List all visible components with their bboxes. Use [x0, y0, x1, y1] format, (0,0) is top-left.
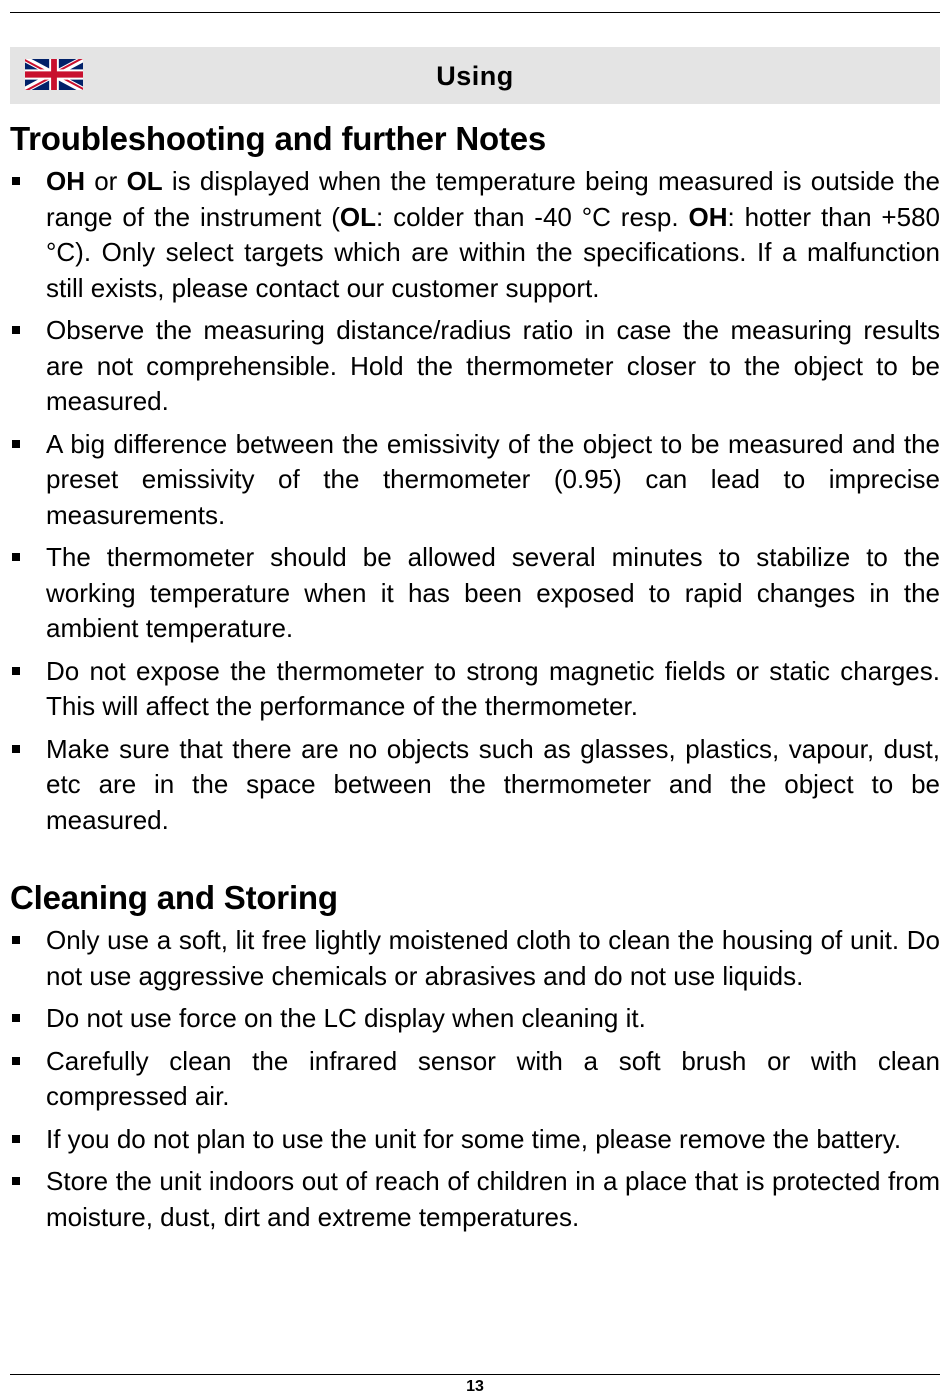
- square-bullet-icon: [12, 440, 20, 448]
- text: : hotter than +580 °C). Only select targets which are within the specifications. If a malfunction still exists, please contact our customer support.: [46, 201, 940, 303]
- square-bullet-icon: [12, 1177, 20, 1185]
- square-bullet-icon: [12, 745, 20, 753]
- text: Only use a soft, lit free lightly moistened cloth to clean the housing of unit. Do not use aggressive chemicals or abrasives and do not use liquids.: [46, 925, 940, 991]
- list-item: [10, 732, 940, 839]
- list-item: [10, 654, 940, 725]
- top-rule: [10, 12, 940, 13]
- header-title: Using: [436, 61, 514, 91]
- bold-text: OH: [688, 201, 728, 232]
- list-item: [10, 1044, 940, 1115]
- text: The thermometer should be allowed several minutes to stabilize to the working temperature when it has been exposed to rapid changes in the ambient temperature.: [46, 542, 940, 643]
- text: : colder than -40 °C resp.: [376, 201, 689, 232]
- square-bullet-icon: [12, 667, 20, 675]
- text: Do not use force on the LC display when cleaning it.: [46, 1003, 646, 1033]
- section-header-band: [10, 47, 940, 104]
- text: Store the unit indoors out of reach of children in a place that is protected from moisture, dust, dirt and extreme temperatures.: [46, 1166, 940, 1232]
- list-item: [10, 427, 940, 534]
- page-content: [10, 118, 940, 1235]
- bold-text: OH: [46, 166, 85, 196]
- list-item: [10, 1122, 940, 1158]
- square-bullet-icon: [12, 553, 20, 561]
- text: A big difference between the emissivity of the object to be measured and the preset emissivity of the thermometer (0.95) can lead to imprecise measurements.: [46, 428, 940, 530]
- bullet-list: [10, 164, 940, 838]
- text: Make sure that there are no objects such as glasses, plastics, vapour, dust, etc are in the space between the thermometer and the object to be measured.: [46, 733, 940, 835]
- text: Carefully clean the infrared sensor with a soft brush or with clean compressed air.: [46, 1045, 940, 1111]
- text: or: [85, 166, 127, 196]
- troubleshooting-section: [10, 118, 940, 838]
- list-item: [10, 164, 940, 306]
- list-item: [10, 313, 940, 420]
- square-bullet-icon: [12, 326, 20, 334]
- square-bullet-icon: [12, 177, 20, 185]
- bold-text: OL: [339, 201, 376, 232]
- square-bullet-icon: [12, 1014, 20, 1022]
- section-title: Troubleshooting and further Notes: [10, 120, 547, 157]
- text: Observe the measuring distance/radius ratio in case the measuring results are not comprehensible. Hold the thermometer closer to the object to be measured.: [46, 315, 940, 416]
- cleaning-section: [10, 877, 940, 1235]
- list-item: [10, 1164, 940, 1235]
- list-item: [10, 923, 940, 994]
- text: is displayed when the temperature being measured is outside the range of the instrument (: [46, 166, 940, 232]
- bullet-list: [10, 923, 940, 1235]
- bold-text: OL: [126, 166, 163, 196]
- square-bullet-icon: [12, 1135, 20, 1143]
- list-item: [10, 1001, 940, 1037]
- text: Do not expose the thermometer to strong magnetic fields or static charges. This will affect the performance of the thermometer.: [46, 655, 940, 721]
- square-bullet-icon: [12, 936, 20, 944]
- section-title: Cleaning and Storing: [10, 879, 338, 916]
- page-number: 13: [466, 1378, 484, 1395]
- square-bullet-icon: [12, 1057, 20, 1065]
- bottom-rule: [10, 1374, 940, 1375]
- text: If you do not plan to use the unit for some time, please remove the battery.: [46, 1123, 902, 1154]
- list-item: [10, 540, 940, 647]
